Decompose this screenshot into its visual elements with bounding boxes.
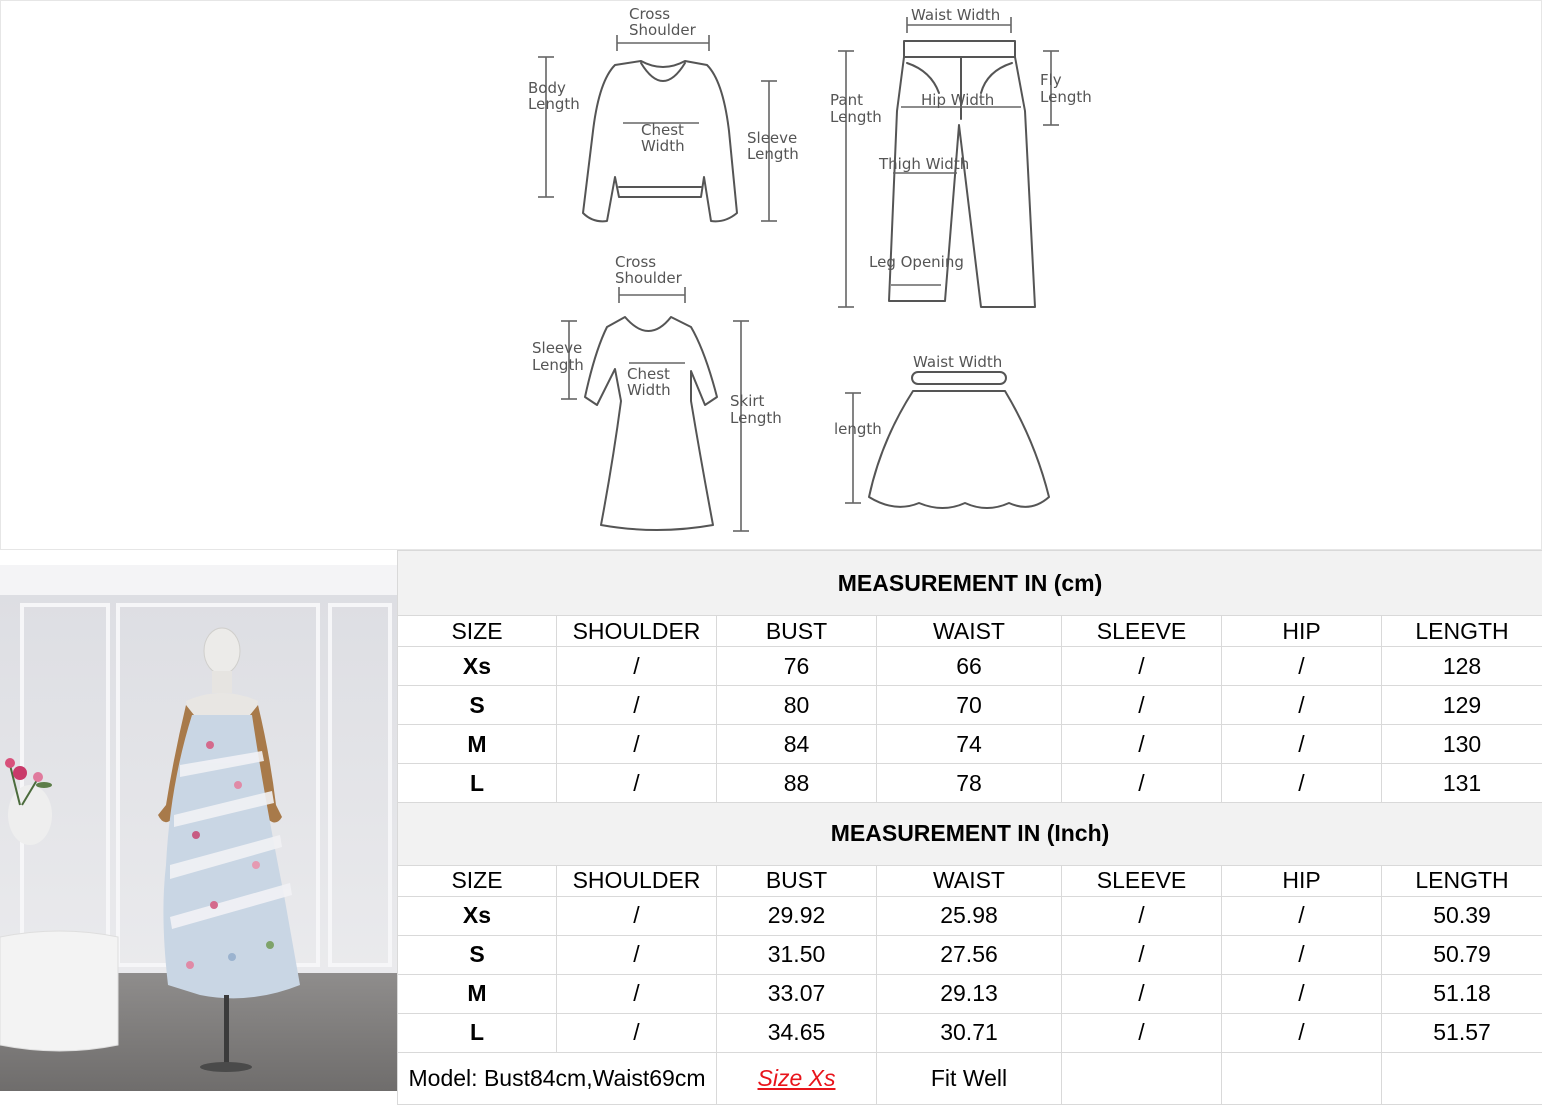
dress-cross-shoulder-label-2: Shoulder: [615, 269, 682, 287]
hip-width-label: Hip Width: [921, 91, 995, 109]
skirt-outline: [869, 391, 1049, 508]
inch-title: MEASUREMENT IN (Inch): [398, 803, 1542, 865]
sleeve-cell: /: [1062, 764, 1222, 803]
waist-cell: 30.71: [877, 1013, 1062, 1052]
size-cell: L: [398, 1013, 557, 1052]
length-cell: 50.39: [1382, 896, 1542, 935]
pants-pocket-left: [907, 63, 939, 93]
dress-sleeve-length-label-1: Sleeve: [532, 339, 583, 357]
shoulder-cell: /: [557, 725, 717, 764]
length-cell: 129: [1382, 686, 1542, 725]
table-row: [398, 974, 1542, 1013]
table-row: [398, 647, 1542, 686]
hip-cell: /: [1222, 896, 1382, 935]
dress-chest-width-label-2: Width: [627, 381, 671, 399]
sleeve-cell: /: [1062, 725, 1222, 764]
fly-length-label-1: Fly: [1040, 71, 1062, 89]
header-length: LENGTH: [1382, 616, 1542, 647]
thigh-width-label: Thigh Width: [879, 155, 970, 173]
dress-chest-width-label-1: Chest: [627, 365, 670, 383]
shoulder-cell: /: [557, 764, 717, 803]
top-diagram: [528, 5, 799, 221]
bust-cell: 33.07: [717, 974, 877, 1013]
table-row: [398, 764, 1542, 803]
waist-cell: 27.56: [877, 935, 1062, 974]
fly-length-label-2: Length: [1040, 88, 1092, 106]
bust-cell: 80: [717, 686, 877, 725]
size-cell: S: [398, 686, 557, 725]
header-bust: BUST: [717, 865, 877, 896]
table-row: [398, 1013, 1542, 1052]
size-table: [397, 550, 1542, 1105]
hip-cell: /: [1222, 764, 1382, 803]
size-cell: S: [398, 935, 557, 974]
header-sleeve: SLEEVE: [1062, 616, 1222, 647]
fit-note: Fit Well: [877, 1052, 1062, 1104]
dress-outline: [585, 317, 717, 530]
product-photo: [0, 565, 397, 1091]
waist-width-label: Waist Width: [911, 6, 1001, 24]
body-length-label-2: Length: [528, 95, 580, 113]
pants-diagram: [830, 6, 1092, 307]
model-info-row: [398, 1052, 1542, 1104]
skirt-waist-width-label: Waist Width: [913, 353, 1003, 371]
bust-cell: 34.65: [717, 1013, 877, 1052]
waist-cell: 29.13: [877, 974, 1062, 1013]
hip-cell: /: [1222, 974, 1382, 1013]
skirt-diagram: [834, 353, 1049, 508]
table-row: [398, 896, 1542, 935]
shoulder-cell: /: [557, 974, 717, 1013]
hip-cell: /: [1222, 1013, 1382, 1052]
header-size: SIZE: [398, 616, 557, 647]
leg-opening-label: Leg Opening: [869, 253, 964, 271]
header-shoulder: SHOULDER: [557, 616, 717, 647]
cm-title-row: [398, 551, 1542, 616]
header-hip: HIP: [1222, 616, 1382, 647]
header-bust: BUST: [717, 616, 877, 647]
cm-header-row: [398, 616, 1542, 647]
sleeve-cell: /: [1062, 686, 1222, 725]
top-neckline: [641, 63, 685, 81]
sleeve-cell: /: [1062, 935, 1222, 974]
length-cell: 50.79: [1382, 935, 1542, 974]
empty-cell: [1222, 1052, 1382, 1104]
hip-cell: /: [1222, 647, 1382, 686]
hip-cell: /: [1222, 686, 1382, 725]
length-cell: 51.57: [1382, 1013, 1542, 1052]
shoulder-cell: /: [557, 647, 717, 686]
top-cross-shoulder-label-1: Cross: [629, 5, 671, 23]
bust-cell: 76: [717, 647, 877, 686]
waist-cell: 70: [877, 686, 1062, 725]
shoulder-cell: /: [557, 896, 717, 935]
waist-cell: 78: [877, 764, 1062, 803]
shoulder-cell: /: [557, 1013, 717, 1052]
skirt-waistband: [912, 372, 1006, 384]
length-cell: 130: [1382, 725, 1542, 764]
shoulder-cell: /: [557, 935, 717, 974]
measurement-diagrams: [0, 0, 1542, 550]
diagram-canvas: [1, 1, 1542, 551]
skirt-length-label-1: Skirt: [730, 392, 765, 410]
top-cross-shoulder-label-2: Shoulder: [629, 21, 696, 39]
model-size: Size Xs: [717, 1052, 877, 1104]
size-cell: Xs: [398, 647, 557, 686]
size-cell: M: [398, 725, 557, 764]
size-cell: M: [398, 974, 557, 1013]
header-size: SIZE: [398, 865, 557, 896]
bust-cell: 29.92: [717, 896, 877, 935]
hip-cell: /: [1222, 935, 1382, 974]
dress-sleeve-length-label-2: Length: [532, 356, 584, 374]
length-cell: 51.18: [1382, 974, 1542, 1013]
header-waist: WAIST: [877, 865, 1062, 896]
sleeve-cell: /: [1062, 1013, 1222, 1052]
top-sleeve-length-label-1: Sleeve: [747, 129, 798, 147]
skirt-length-short-label: length: [834, 420, 882, 438]
inch-title-row: [398, 803, 1542, 865]
size-cell: L: [398, 764, 557, 803]
top-chest-width-label-2: Width: [641, 137, 685, 155]
bust-cell: 88: [717, 764, 877, 803]
header-sleeve: SLEEVE: [1062, 865, 1222, 896]
table-row: [398, 935, 1542, 974]
empty-cell: [1062, 1052, 1222, 1104]
header-waist: WAIST: [877, 616, 1062, 647]
pants-pocket-right: [981, 63, 1012, 93]
waist-cell: 25.98: [877, 896, 1062, 935]
model-measurements: Model: Bust84cm,Waist69cm: [398, 1052, 717, 1104]
cm-title: MEASUREMENT IN (cm): [398, 551, 1542, 616]
skirt-length-label-2: Length: [730, 409, 782, 427]
waist-cell: 66: [877, 647, 1062, 686]
top-chest-width-label-1: Chest: [641, 121, 684, 139]
table-row: [398, 725, 1542, 764]
dress-diagram: [532, 253, 782, 531]
size-cell: Xs: [398, 896, 557, 935]
header-hip: HIP: [1222, 865, 1382, 896]
bust-cell: 84: [717, 725, 877, 764]
length-cell: 131: [1382, 764, 1542, 803]
inch-header-row: [398, 865, 1542, 896]
shoulder-cell: /: [557, 686, 717, 725]
hip-cell: /: [1222, 725, 1382, 764]
pant-length-label-1: Pant: [830, 91, 863, 109]
body-length-label-1: Body: [528, 79, 566, 97]
header-length: LENGTH: [1382, 865, 1542, 896]
sleeve-cell: /: [1062, 896, 1222, 935]
top-sleeve-length-label-2: Length: [747, 145, 799, 163]
header-shoulder: SHOULDER: [557, 865, 717, 896]
dress-cross-shoulder-label-1: Cross: [615, 253, 657, 271]
table-row: [398, 686, 1542, 725]
length-cell: 128: [1382, 647, 1542, 686]
empty-cell: [1382, 1052, 1542, 1104]
sleeve-cell: /: [1062, 647, 1222, 686]
pant-length-label-2: Length: [830, 108, 882, 126]
waist-cell: 74: [877, 725, 1062, 764]
bust-cell: 31.50: [717, 935, 877, 974]
sleeve-cell: /: [1062, 974, 1222, 1013]
